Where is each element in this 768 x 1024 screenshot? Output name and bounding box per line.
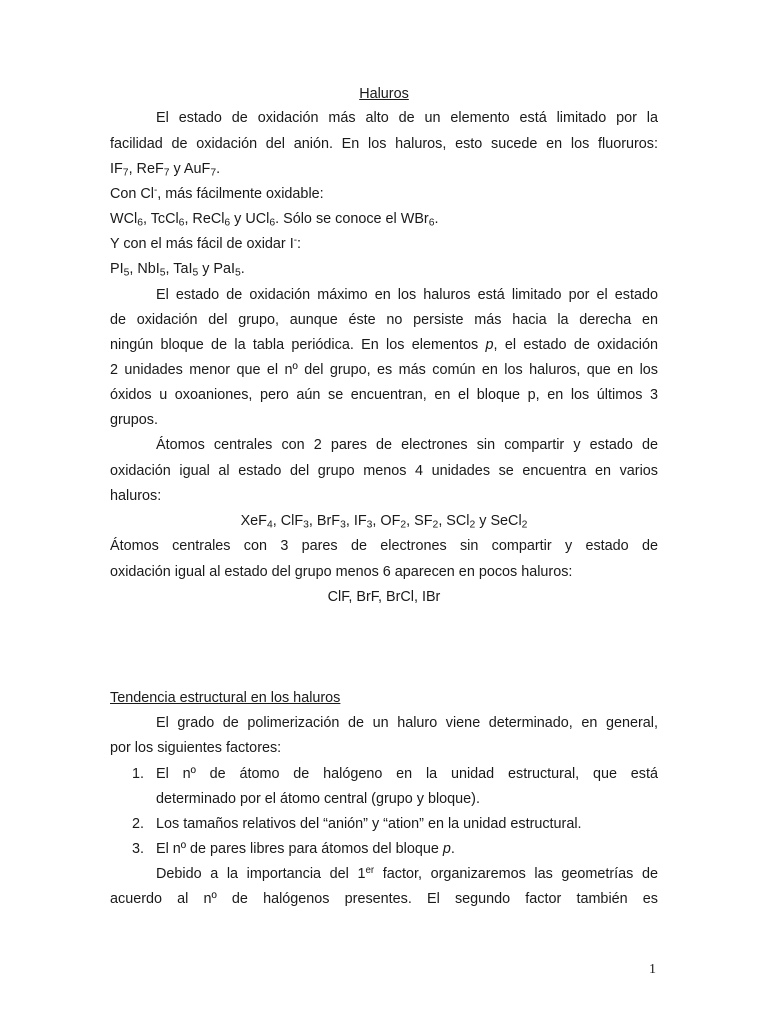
list-item	[110, 762, 658, 787]
text-run: , OF	[372, 513, 401, 529]
text-run: .	[216, 161, 221, 177]
superscript: -	[293, 235, 297, 247]
text-run: :	[296, 236, 301, 252]
subscript: 3	[366, 519, 373, 531]
subscript: 7	[210, 167, 217, 179]
formula-line	[110, 207, 658, 232]
subscript: 2	[432, 519, 439, 531]
text-run: .	[434, 211, 439, 227]
list-item-text	[156, 837, 658, 862]
text-run: y PaI	[198, 261, 236, 277]
text-run: y UCl	[230, 211, 270, 227]
subscript: 6	[269, 217, 276, 229]
page-number: 1	[649, 962, 656, 977]
list-item-continuation	[110, 787, 658, 812]
text-run: , TaI	[165, 261, 193, 277]
paragraph-line: haluros:	[110, 488, 162, 504]
text-run: y SeCl	[475, 513, 522, 529]
text-run: WCl	[110, 211, 138, 227]
text-run: , SF	[406, 513, 433, 529]
subscript: 2	[400, 519, 407, 531]
paragraph-line: óxidos u oxoaniones, pero aún se encuentran, en el bloque p, en los últimos 3	[110, 387, 658, 403]
subscript: 5	[235, 267, 241, 279]
paragraph-line	[110, 862, 658, 887]
text-run: IF	[110, 161, 123, 177]
section-title	[110, 82, 658, 107]
paragraph-line: de oxidación del grupo, aunque éste no persiste más hacia la derecha en	[110, 312, 658, 328]
title-text: Haluros	[359, 86, 409, 102]
text-run: PI	[110, 261, 124, 277]
paragraph-line: oxidación igual al estado del grupo menos 6 aparecen en pocos haluros:	[110, 564, 573, 580]
superscript: -	[154, 185, 158, 197]
subscript: 5	[159, 267, 166, 279]
subscript: 6	[178, 217, 185, 229]
paragraph-line	[110, 333, 658, 358]
text-run: Y con el más fácil de oxidar I	[110, 236, 294, 252]
text-run: , NbI	[129, 261, 160, 277]
section-heading	[110, 686, 658, 711]
paragraph-line: 2 unidades menor que el nº del grupo, es más común en los haluros, que en los	[110, 362, 658, 378]
subscript: 7	[163, 167, 170, 179]
superscript: er	[365, 865, 375, 877]
italic-run: p	[485, 337, 494, 353]
formula-line: ClF, BrF, BrCl, IBr	[327, 589, 441, 605]
paragraph-line: El estado de oxidación máximo en los haluros está limitado por el estado	[156, 287, 658, 303]
subscript: 6	[428, 217, 435, 229]
text-run: , más fácilmente oxidable:	[157, 186, 324, 202]
text-run: Con Cl	[110, 186, 154, 202]
subscript: 7	[122, 167, 129, 179]
subscript: 2	[469, 519, 476, 531]
paragraph-line: oxidación igual al estado del grupo menos 4 unidades se encuentra en varios	[110, 463, 658, 479]
text-run: , ReCl	[184, 211, 225, 227]
text-run: y AuF	[169, 161, 211, 177]
section-heading-text: Tendencia estructural en los haluros	[110, 690, 341, 706]
italic-run: p	[442, 841, 451, 857]
list-item	[110, 812, 658, 837]
text-run: , SCl	[438, 513, 470, 529]
paragraph-line: Átomos centrales con 2 pares de electrones sin compartir y estado de	[156, 437, 658, 453]
subscript: 3	[303, 519, 309, 531]
text-run: ningún bloque de la tabla periódica. En los elementos	[110, 337, 486, 353]
text-run: , BrF	[308, 513, 341, 529]
paragraph-line: El grado de polimerización de un haluro viene determinado, en general,	[156, 715, 658, 731]
subscript: 4	[266, 519, 273, 531]
subscript: 6	[224, 217, 231, 229]
list-number: 3.	[132, 841, 145, 857]
paragraph-line: El estado de oxidación más alto de un elemento está limitado por la	[156, 110, 658, 126]
subscript: 2	[521, 519, 528, 531]
list-item-text: El nº de átomo de halógeno en la unidad estructural, que está	[156, 766, 658, 782]
text-run: , ReF	[128, 161, 164, 177]
text-run: .	[450, 841, 455, 857]
text-run: factor, organizaremos las geometrías de	[374, 866, 659, 882]
text-run: El nº de pares libres para átomos del bloque	[156, 841, 443, 857]
list-number: 2.	[132, 816, 145, 832]
paragraph-line	[110, 182, 658, 207]
list-item-text: determinado por el átomo central (grupo y bloque).	[156, 791, 480, 807]
text-run: .	[240, 261, 245, 277]
subscript: 6	[137, 217, 143, 229]
subscript: 3	[340, 519, 346, 531]
text-run: Debido a la importancia del 1	[156, 866, 366, 882]
paragraph-line: facilidad de oxidación del anión. En los haluros, esto sucede en los fluoruros:	[110, 136, 658, 152]
text-run: XeF	[240, 513, 267, 529]
text-run: , ClF	[272, 513, 304, 529]
formula-line	[110, 257, 658, 282]
list-number: 1.	[132, 766, 145, 782]
text-run: . Sólo se conoce el WBr	[275, 211, 429, 227]
list-item	[110, 837, 658, 862]
formula-line	[110, 157, 658, 182]
list-item-text: Los tamaños relativos del “anión” y “ation” en la unidad estructural.	[156, 816, 582, 832]
subscript: 5	[192, 267, 199, 279]
text-run: , TcCl	[142, 211, 179, 227]
text-run: , el estado de oxidación	[493, 337, 658, 353]
paragraph-line: grupos.	[110, 412, 158, 428]
paragraph-line: acuerdo al nº de halógenos presentes. El segundo factor también es	[110, 891, 658, 907]
subscript: 5	[123, 267, 130, 279]
paragraph-line	[110, 232, 658, 257]
text-run: , IF	[345, 513, 367, 529]
paragraph-line: Átomos centrales con 3 pares de electrones sin compartir y estado de	[110, 538, 658, 554]
paragraph-line: por los siguientes factores:	[110, 740, 282, 756]
formula-line	[110, 509, 658, 534]
